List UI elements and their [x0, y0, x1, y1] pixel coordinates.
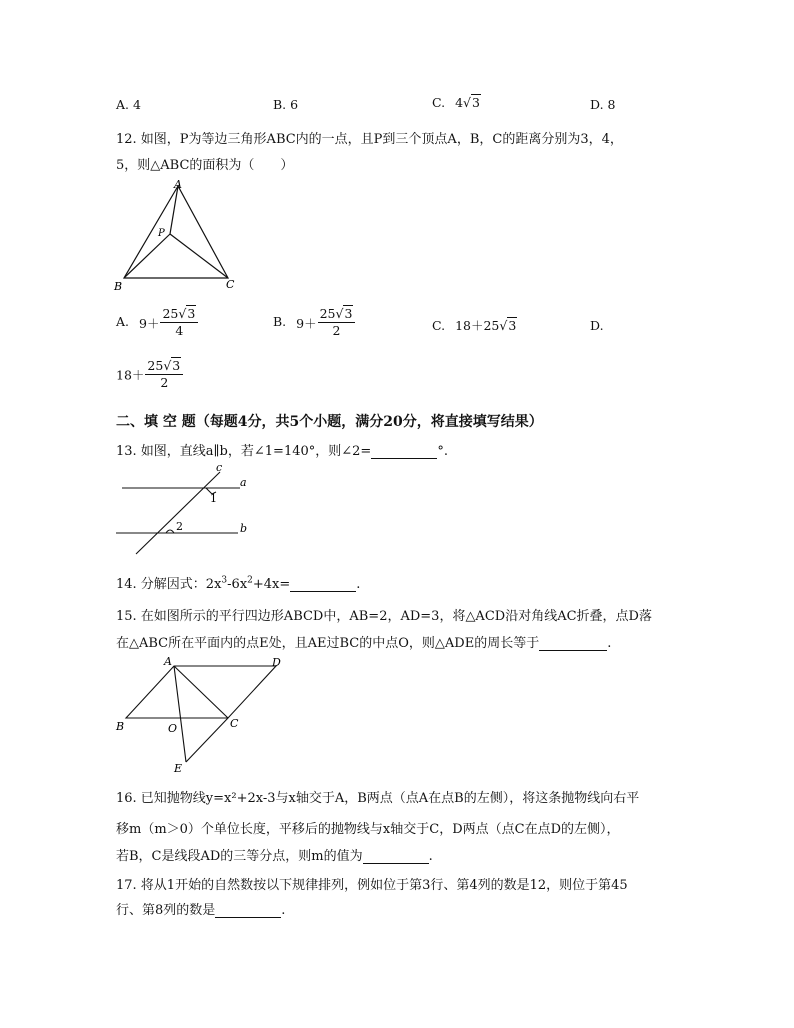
q12-label-p: P — [158, 228, 165, 239]
q12-option-b-fraction: $\frac{25√3}{2}$ — [318, 306, 356, 339]
q11-option-a: A. 4 — [116, 97, 141, 112]
q12-text-line1: 12. 如图，P为等边三角形ABC内的一点，且P到三个顶点A，B，C的距离分别为3，4， — [116, 132, 623, 147]
q13-label-2: 2 — [176, 520, 183, 533]
q11-option-c-label: C. — [432, 95, 446, 110]
q12-option-d-label: D. — [590, 318, 604, 333]
q15-segment-ae — [174, 666, 186, 762]
q15-label-b: B — [116, 720, 125, 733]
q12-label-a: A — [174, 178, 182, 191]
q16-text-line3: 若B，C是线段AD的三等分点，则m的值为 . — [116, 849, 433, 864]
q15-label-o: O — [168, 722, 178, 735]
q15-segment-ce — [186, 718, 228, 762]
q12-option-a-fraction: $\frac{25√3}{4}$ — [160, 306, 198, 339]
q12-option-b-label: B. — [273, 314, 287, 329]
q12-option-a-int: 9＋ — [139, 315, 160, 331]
q12-segment-pb — [124, 234, 170, 278]
q15-label-e: E — [174, 762, 183, 775]
q13-parallel-lines-figure — [112, 460, 272, 560]
q12-segment-pc — [170, 234, 228, 278]
q15-label-c: C — [230, 717, 239, 730]
q15-parallelogram-figure — [112, 652, 292, 776]
q11-option-c — [432, 95, 481, 110]
q13-label-a: a — [240, 476, 247, 489]
q12-option-b-int: 9＋ — [296, 315, 317, 331]
q11-option-c-coef: 4 — [455, 95, 464, 110]
q15-label-d: D — [272, 656, 281, 669]
q16-text-line2: 移m（m＞0）个单位长度，平移后的抛物线与x轴交于C，D两点（点C在点D的左侧）， — [116, 822, 620, 837]
section-2-heading: 二、填 空 题（每题4分，共5个小题，满分20分，将直接填写结果） — [116, 414, 543, 430]
q15-text-line2: 在△ABC所在平面内的点E处，且AE过BC的中点O，则△ADE的周长等于 . — [116, 636, 612, 651]
q12-label-c: C — [226, 278, 235, 291]
q16-answer-blank[interactable] — [363, 849, 429, 864]
q12-option-d-int: 18＋ — [116, 367, 145, 383]
q11-sqrt: √3 — [463, 95, 480, 110]
q14-text: 14. 分解因式：$2x^3-6x^2+4x=$ . — [116, 575, 361, 592]
q11-option-d: D. 8 — [590, 97, 616, 112]
q12-option-d-fraction: $\frac{25√3}{2}$ — [145, 358, 183, 391]
q13-label-1: 1 — [210, 492, 217, 505]
q14-answer-blank[interactable] — [290, 577, 356, 592]
q12-option-c-expr: 18＋25 — [455, 318, 500, 333]
q12-label-b: B — [114, 280, 123, 293]
q13-text: 13. 如图，直线a∥b，若∠1=140°，则∠2= °. — [116, 444, 448, 459]
q12-option-c — [432, 316, 517, 334]
q15-label-a: A — [164, 655, 172, 668]
q13-answer-blank[interactable] — [371, 444, 437, 459]
q12-option-a — [116, 306, 199, 339]
q12-option-b — [273, 306, 356, 339]
q13-label-c: c — [216, 461, 223, 474]
q17-text-line2: 行、第8列的数是 . — [116, 903, 286, 918]
q16-text-line1: 16. 已知抛物线y=x²+2x-3与x轴交于A，B两点（点A在点B的左侧），将这条抛物线向右平 — [116, 791, 640, 806]
q12-option-c-sqrt: √3 — [499, 318, 517, 333]
q15-answer-blank[interactable] — [539, 636, 607, 651]
q13-line-c — [136, 472, 220, 554]
q13-label-b: b — [240, 522, 248, 535]
q17-answer-blank[interactable] — [215, 903, 281, 918]
q11-option-b: B. 6 — [273, 97, 299, 112]
q15-diagonal-ac — [174, 666, 228, 718]
q12-triangle-figure — [110, 176, 250, 296]
q12-text-line2: 5，则△ABC的面积为（ ） — [116, 158, 294, 173]
q17-text-line1: 17. 将从1开始的自然数按以下规律排列，例如位于第3行、第4列的数是12，则位于第45 — [116, 878, 628, 893]
q15-text-line1: 15. 在如图所示的平行四边形ABCD中，AB=2，AD=3，将△ACD沿对角线AC折叠，点D落 — [116, 609, 652, 624]
q12-option-c-label: C. — [432, 318, 446, 333]
q12-option-a-label: A. — [116, 314, 130, 329]
q12-option-d — [116, 358, 184, 391]
